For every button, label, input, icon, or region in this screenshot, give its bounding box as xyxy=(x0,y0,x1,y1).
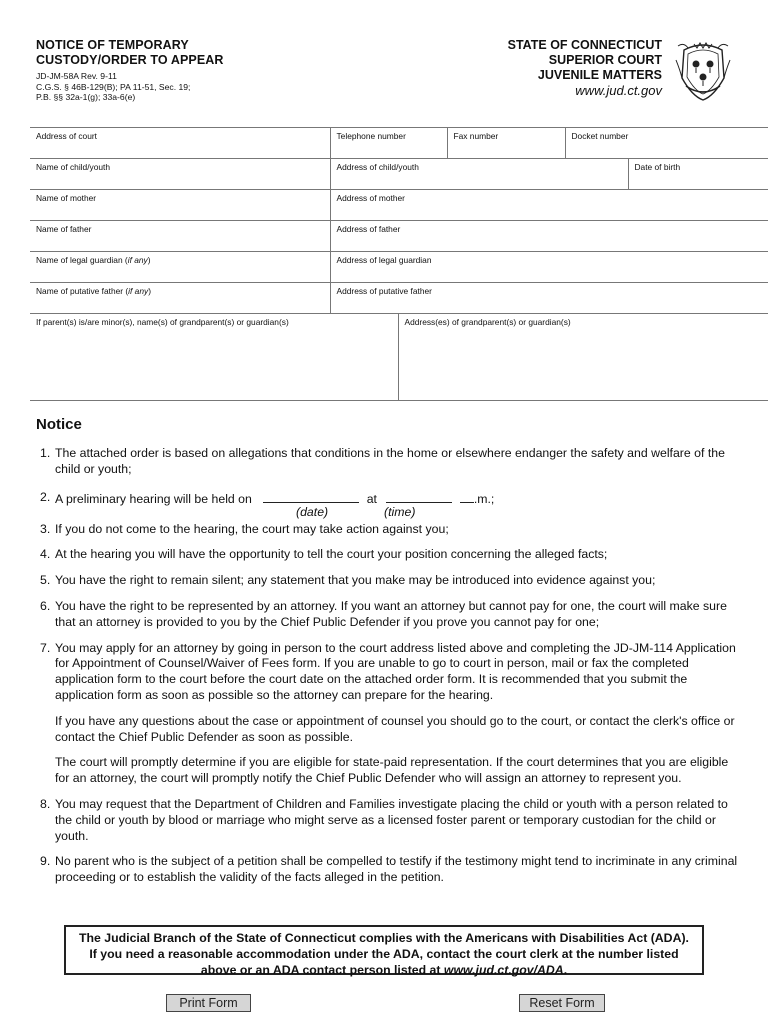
court-name: SUPERIOR COURT xyxy=(548,53,662,67)
form-number: JD-JM-58A Rev. 9-11 xyxy=(36,71,117,81)
form-header xyxy=(36,38,224,103)
case-info-table xyxy=(30,127,768,401)
division-name: JUVENILE MATTERS xyxy=(537,68,662,82)
notice-item-9: 9. No parent who is the subject of a petition shall be compelled to testify if the testimony might tend to incriminate in any criminal proceeding or to establish the validity of the facts alleged in the petition. xyxy=(40,854,738,885)
putative-father-name-field[interactable]: Name of putative father (if any) xyxy=(30,283,330,314)
notice-item-8: 8. You may request that the Department of Children and Families investigate placing the child or youth with a person related to the child or youth by blood or marriage who might serve as a licensed foster parent or temporary custodian for the child or youth. xyxy=(40,796,728,843)
child-address-field[interactable]: Address of child/youth xyxy=(330,159,628,190)
notice-item-1: 1. The attached order is based on allegations that conditions in the home or elsewhere endanger the safety and welfare of the child or youth; xyxy=(40,446,725,476)
notice-heading: Notice xyxy=(36,416,82,433)
statute-line2: P.B. §§ 32a-1(g); 33a-6(e) xyxy=(36,92,136,102)
notice-item-6: 6. You have the right to be represented by an attorney. If you want an attorney but cannot pay for one, the court will make sure that an attorney is provided to you by the Chief Public Defender if you prove you cannot pay for one; xyxy=(40,598,727,629)
notice-item-7: 7. You may apply for an attorney by going in person to the court address listed above and completing the JD-JM-114 Application for Appointment of Counsel/Waiver of Fees form. If you are unable to go to court in person, mail or fax the completed application form to the court before the court date on the attached order form. It is recommended that you submit the application form as soon as possible so the attorney can prepare for the hearing. xyxy=(40,640,736,702)
notice-item-7-para-3: The court will promptly determine if you are eligible for state-paid representation. If the court determines that you are eligible for an attorney, the court will promptly notify the Chief Public Defender who will assign an attorney to represent you. xyxy=(55,755,729,786)
notice-item-2: 2. A preliminary hearing will be held on at .m.; (date) (time) xyxy=(40,489,495,519)
date-of-birth-field[interactable]: Date of birth xyxy=(628,159,768,190)
am-pm-input[interactable] xyxy=(460,490,474,503)
ada-notice-box xyxy=(64,925,704,975)
fax-number-field[interactable]: Fax number xyxy=(447,128,565,159)
grandparent-names-field[interactable]: If parent(s) is/are minor(s), name(s) of grandparent(s) or guardian(s) xyxy=(30,314,398,401)
address-of-court-field[interactable]: Address of court xyxy=(30,128,330,159)
mother-address-field[interactable]: Address of mother xyxy=(330,190,768,221)
notice-item-4: 4. At the hearing you will have the opportunity to tell the court your position concerning the alleged facts; xyxy=(40,547,608,562)
date-label: (date) xyxy=(296,504,329,519)
father-address-field[interactable]: Address of father xyxy=(330,221,768,252)
state-name: STATE OF CONNECTICUT xyxy=(507,38,662,52)
notice-list xyxy=(40,446,740,886)
time-label: (time) xyxy=(384,504,416,519)
form-title-line2: CUSTODY/ORDER TO APPEAR xyxy=(36,53,224,67)
website-link[interactable]: www.jud.ct.gov xyxy=(575,83,662,98)
state-seal-icon xyxy=(674,40,732,102)
ada-line-2: If you need a reasonable accommodation under the ADA, contact the court clerk at the number listed xyxy=(89,947,679,961)
guardian-name-field[interactable]: Name of legal guardian (if any) xyxy=(30,252,330,283)
ada-line-3: above or an ADA contact person listed at www.jud.ct.gov/ADA. xyxy=(200,963,568,977)
statute-line1: C.G.S. § 46B-129(B); PA 11-51, Sec. 19; xyxy=(36,81,191,92)
ada-link[interactable]: www.jud.ct.gov/ADA xyxy=(443,963,564,977)
hearing-time-input[interactable] xyxy=(386,490,452,503)
notice-item-7-para-2: If you have any questions about the case or appointment of counsel you should go to the court, or contact the clerk's office or contact the Chief Public Defender as soon as possible. xyxy=(55,713,735,744)
print-form-button[interactable]: Print Form xyxy=(166,994,251,1012)
docket-number-field[interactable]: Docket number xyxy=(565,128,768,159)
guardian-address-field[interactable]: Address of legal guardian xyxy=(330,252,768,283)
notice-item-5: 5. You have the right to remain silent; any statement that you make may be introduced into evidence against you; xyxy=(40,573,656,588)
reset-form-button[interactable]: Reset Form xyxy=(519,994,605,1012)
court-header xyxy=(508,38,662,99)
grandparent-addresses-field[interactable]: Address(es) of grandparent(s) or guardian(s) xyxy=(398,314,768,401)
putative-father-address-field[interactable]: Address of putative father xyxy=(330,283,768,314)
mother-name-field[interactable]: Name of mother xyxy=(30,190,330,221)
form-title-line1: NOTICE OF TEMPORARY xyxy=(36,38,189,52)
child-name-field[interactable]: Name of child/youth xyxy=(30,159,330,190)
telephone-number-field[interactable]: Telephone number xyxy=(330,128,447,159)
ada-line-1: The Judicial Branch of the State of Connecticut complies with the Americans with Disabilities Act (ADA). xyxy=(79,931,689,945)
notice-item-3: 3. If you do not come to the hearing, the court may take action against you; xyxy=(40,521,449,536)
hearing-date-input[interactable] xyxy=(263,490,359,503)
father-name-field[interactable]: Name of father xyxy=(30,221,330,252)
